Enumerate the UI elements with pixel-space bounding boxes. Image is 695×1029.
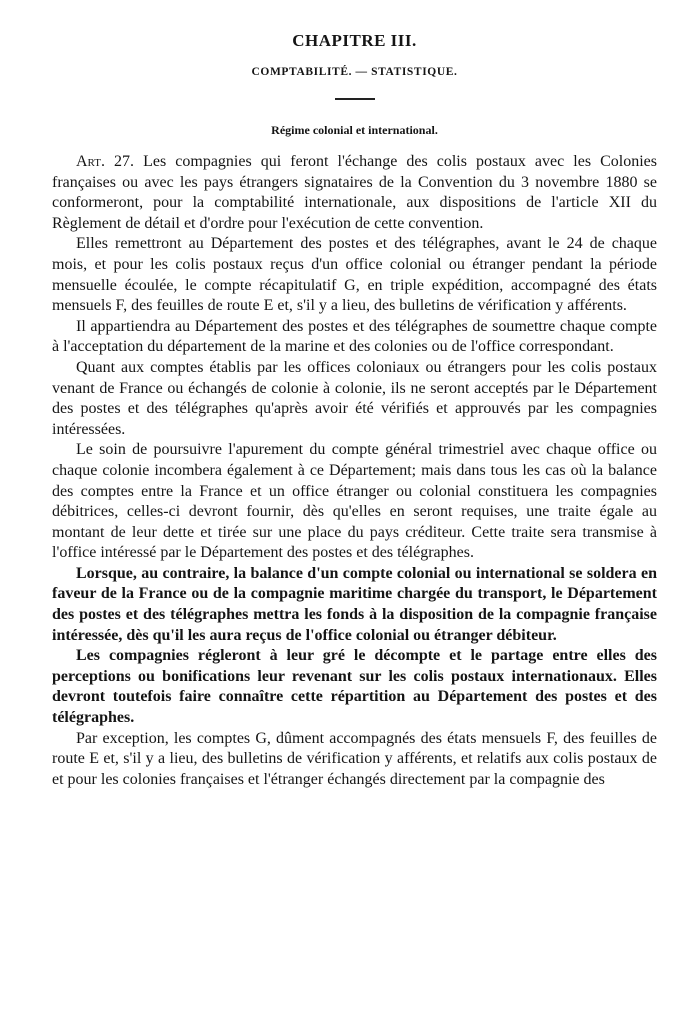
article-paragraph	[52, 152, 657, 234]
chapter-title: CHAPITRE III.	[292, 31, 417, 50]
paragraph: Quant aux comptes établis par les offices coloniaux ou étrangers pour les colis postaux venant de France ou échangés de colonie à colonie, ils ne seront acceptés par le Département des postes et des télégraphes qu'après avoir été vérifiés et approuvés par les compagnies intéressées.	[52, 358, 657, 438]
article-label: Art. 27.	[76, 153, 135, 170]
paragraph: Par exception, les comptes G, dûment accompagnés des états mensuels F, des feuilles de route E et, s'il y a lieu, des bulletins de vérification y afférents, et relatifs aux colis postaux de et pour les colonies françaises et l'étranger échangés directement par la compagnie des	[52, 729, 657, 788]
paragraph: Elles remettront au Département des postes et des télégraphes, avant le 24 de chaque mois, et pour les colis postaux reçus d'un office colonial ou étranger pendant la période mensuelle écoulée, le compte récapitulatif G, en triple expédition, accompagné des états mensuels F, des feuilles de route E et, s'il y a lieu, des bulletins de vérification y afférents.	[52, 235, 657, 315]
section-title: Régime colonial et international.	[271, 123, 438, 137]
article-first-text: Les compagnies qui feront l'échange des colis postaux avec les Colonies françaises ou avec les pays étrangers signataires de la Convention du 3 novembre 1880 se conformeront, pour la comptabilité internationale, aux dispositions de l'article XII du Règlement de détail et d'ordre pour l'exécution de cette convention.	[52, 153, 657, 232]
document-page	[52, 30, 657, 790]
section-divider	[335, 98, 375, 100]
article-body	[52, 152, 657, 790]
paragraph: Il appartiendra au Département des postes et des télégraphes de soumettre chaque compte à l'acceptation du département de la marine et des colonies ou de l'office correspondant.	[52, 317, 657, 356]
paragraph: Les compagnies régleront à leur gré le décompte et le partage entre elles des perceptions ou bonifications leur revenant sur les colis postaux internationaux. Elles devront toutefois faire connaître cette répartition au Département des postes et des télégraphes.	[52, 647, 657, 727]
paragraph: Lorsque, au contraire, la balance d'un compte colonial ou international se soldera en faveur de la France ou de la compagnie maritime chargée du transport, le Département des postes et des télégraphes mettra les fonds à la disposition de la compagnie française intéressée, dès qu'il les aura reçus de l'office colonial ou étranger débiteur.	[52, 564, 657, 644]
chapter-subtitle: COMPTABILITÉ. — STATISTIQUE.	[251, 66, 458, 78]
paragraph: Le soin de poursuivre l'apurement du compte général trimestriel avec chaque office ou chaque colonie incombera également à ce Département; mais dans tous les cas où la balance des comptes entre la France et un office étranger ou colonial constituera les compagnies débitrices, celles-ci devront fournir, dès qu'elles en seront requises, une traite égale au montant de leur dette et tirée sur une place du pays créditeur. Cette traite sera transmise à l'office intéressé par le Département des postes et des télégraphes.	[52, 441, 657, 562]
